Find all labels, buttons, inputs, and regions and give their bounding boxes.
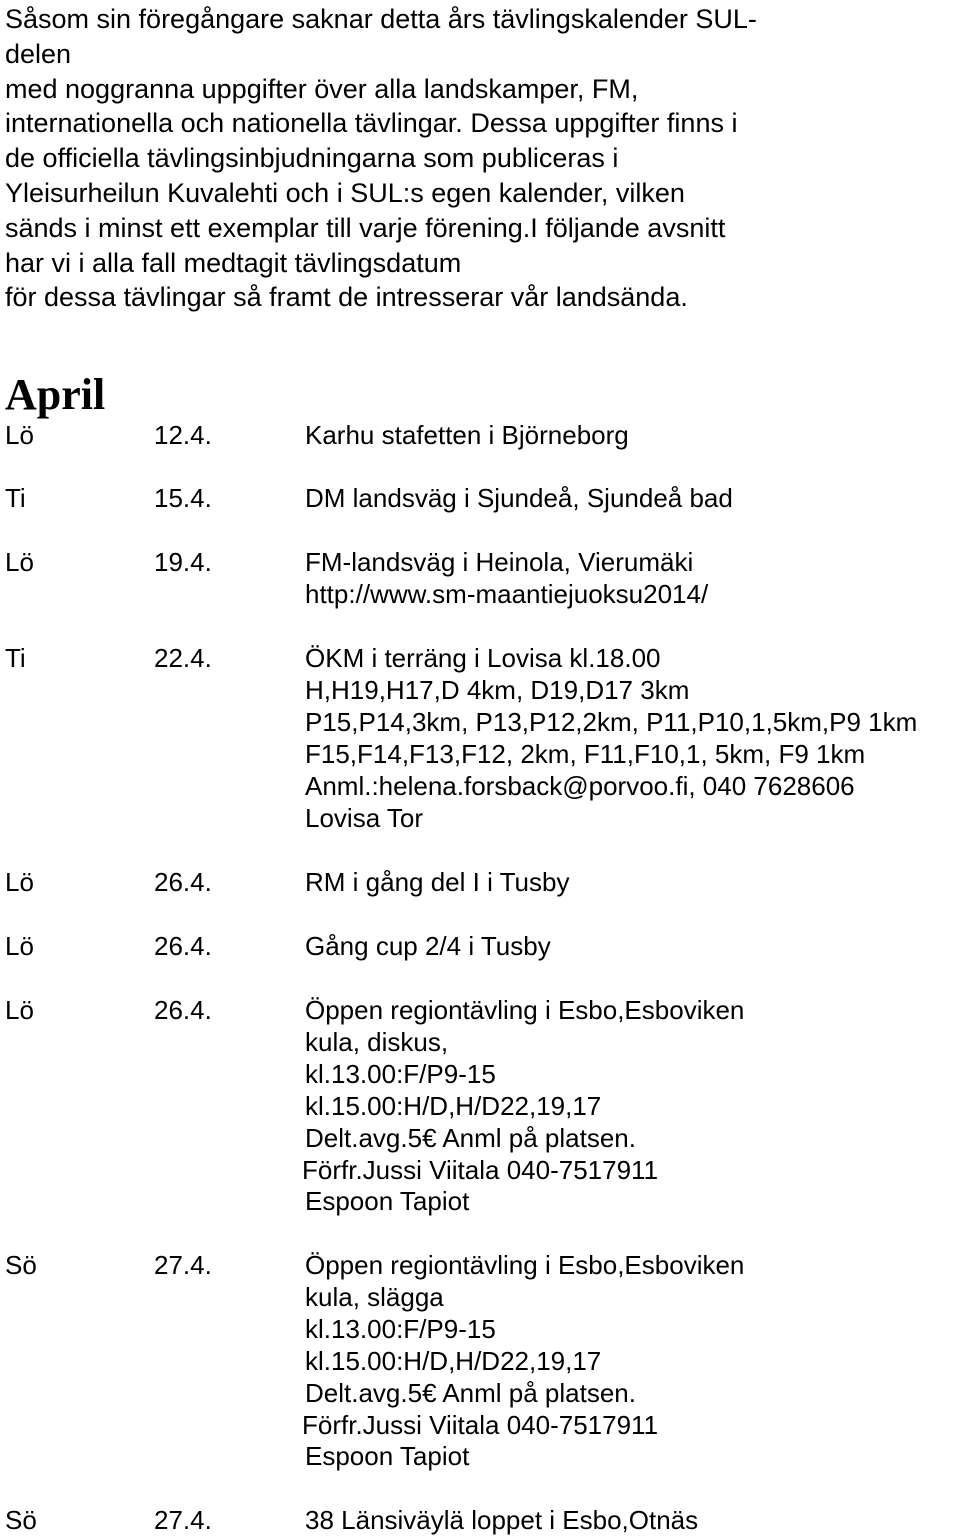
event-date: 15.4.: [154, 483, 212, 513]
event-date: 27.4.: [154, 1505, 212, 1535]
event-weekday: Sö: [5, 1250, 37, 1280]
event-description-line: Espoon Tapiot: [305, 1441, 470, 1472]
event-description-line: kl.13.00:F/P9-15: [305, 1313, 496, 1344]
event-description-line: ÖKM i terräng i Lovisa kl.18.00: [305, 643, 661, 673]
event-description: [302, 995, 960, 1218]
event-description-line: Karhu stafetten i Björneborg: [305, 420, 629, 450]
intro-line: sänds i minst ett exemplar till varje förening.I följande avsnitt: [5, 212, 726, 243]
month-heading: April: [5, 370, 106, 419]
event-description: [305, 931, 960, 963]
event-description-line: H,H19,H17,D 4km, D19,D17 3km: [305, 674, 690, 705]
event-date: 26.4.: [154, 867, 212, 897]
event-description-line: DM landsväg i Sjundeå, Sjundeå bad: [305, 483, 733, 513]
event-weekday: Lö: [5, 547, 34, 577]
intro-line: har vi i alla fall medtagit tävlingsdatum: [5, 247, 462, 278]
event-date: 22.4.: [154, 643, 212, 673]
event-description: [305, 1505, 960, 1537]
intro-line: internationella och nationella tävlingar. Dessa uppgifter finns i: [5, 108, 738, 139]
event-description: [305, 483, 960, 515]
event-description: [305, 547, 960, 611]
intro-line: för dessa tävlingar så framt de intresserar vår landsända.: [5, 282, 688, 313]
event-description: [305, 867, 960, 899]
event-description-line: Förfr.Jussi Viitala 040-7517911: [302, 1154, 659, 1185]
event-description-line: kula, slägga: [305, 1281, 444, 1312]
event-weekday: Lö: [5, 931, 34, 961]
event-weekday: Lö: [5, 867, 34, 897]
event-description: [302, 1250, 960, 1473]
intro-line: Såsom sin föregångare saknar detta års tävlingskalender SUL-: [5, 4, 757, 34]
intro-line: de officiella tävlingsinbjudningarna som publiceras i: [5, 143, 619, 174]
event-date: 27.4.: [154, 1250, 212, 1280]
event-description: [305, 420, 960, 452]
event-description-line: Delt.avg.5€ Anml på platsen.: [305, 1122, 636, 1153]
event-date: 26.4.: [154, 995, 212, 1025]
event-description-line: Anml.:helena.forsback@porvoo.fi, 040 7628606: [305, 770, 855, 801]
event-description-line: FM-landsväg i Heinola, Vierumäki: [305, 547, 694, 577]
event-date: 26.4.: [154, 931, 212, 961]
event-description-line: Öppen regiontävling i Esbo,Esboviken: [305, 1250, 745, 1280]
event-description-line: RM i gång del I i Tusby: [305, 867, 570, 897]
event-description-line: Espoon Tapiot: [305, 1186, 470, 1217]
event-description-line: Förfr.Jussi Viitala 040-7517911: [302, 1409, 659, 1440]
event-description-line: Lovisa Tor: [305, 802, 424, 833]
event-description-line: kl.15.00:H/D,H/D22,19,17: [305, 1090, 602, 1121]
event-description-line: kl.13.00:F/P9-15: [305, 1058, 496, 1089]
event-description-line: kl.15.00:H/D,H/D22,19,17: [305, 1345, 602, 1376]
event-date: 12.4.: [154, 420, 212, 450]
event-weekday: Ti: [5, 643, 26, 673]
event-description-line: 38 Länsiväylä loppet i Esbo,Otnäs: [305, 1505, 699, 1535]
event-description-line: http://www.sm-maantiejuoksu2014/: [305, 578, 709, 609]
event-description-line: Öppen regiontävling i Esbo,Esboviken: [305, 995, 745, 1025]
event-description-line: F15,F14,F13,F12, 2km, F11,F10,1, 5km, F9 1km: [305, 738, 866, 769]
intro-line: med noggranna uppgifter över alla landskamper, FM,: [5, 73, 639, 104]
event-weekday: Sö: [5, 1505, 37, 1535]
event-weekday: Ti: [5, 483, 26, 513]
event-date: 19.4.: [154, 547, 212, 577]
event-weekday: Lö: [5, 995, 34, 1025]
event-description-line: P15,P14,3km, P13,P12,2km, P11,P10,1,5km,P9 1km: [305, 706, 918, 737]
event-description-line: Gång cup 2/4 i Tusby: [305, 931, 551, 961]
event-description: [305, 643, 960, 834]
event-weekday: Lö: [5, 420, 34, 450]
event-description-line: kula, diskus,: [305, 1026, 449, 1057]
intro-line: delen: [5, 38, 72, 69]
intro-line: Yleisurheilun Kuvalehti och i SUL:s egen kalender, vilken: [5, 177, 685, 208]
event-description-line: Delt.avg.5€ Anml på platsen.: [305, 1377, 636, 1408]
